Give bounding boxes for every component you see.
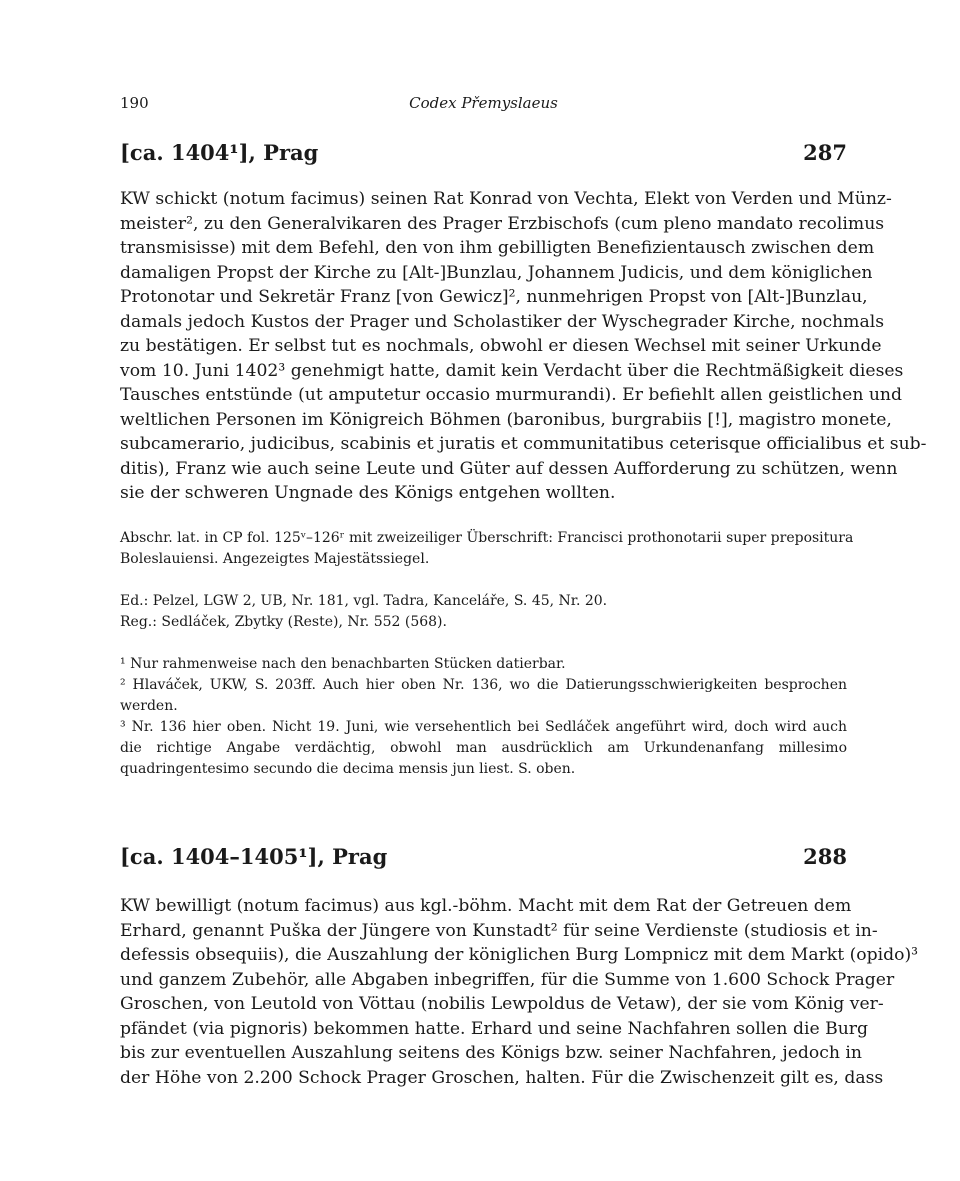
regest-line: weltlichen Personen im Königreich Böhmen (baronibus, burgrabiis [!], magistro monete, — [120, 409, 892, 430]
document-287-regest — [120, 187, 927, 506]
copy-note — [120, 528, 854, 570]
regest-line: Erhard, genannt Puška der Jüngere von Kunstadt² für seine Verdienste (studiosis et in- — [120, 920, 878, 941]
regest-line: ditis), Franz wie auch seine Leute und Güter auf dessen Aufforderung zu schützen, wenn — [120, 458, 898, 479]
regest-line: Tausches entstünde (ut amputetur occasio murmurandi). Er befiehlt allen geistlichen und — [120, 385, 903, 405]
regest-line: vom 10. Juni 1402³ genehmigt hatte, damit kein Verdacht über die Rechtmäßigkeit dieses — [120, 360, 904, 381]
document-287-number: 287 — [803, 140, 847, 165]
regest-line: KW bewilligt (notum facimus) aus kgl.-böhm. Macht mit dem Rat der Getreuen dem — [120, 896, 852, 916]
running-head — [120, 94, 847, 116]
regest-line: Groschen, von Leutold von Vöttau (nobilis Lewpoldus de Vetaw), der sie vom König ver- — [120, 994, 884, 1014]
regest-line: zu bestätigen. Er selbst tut es nochmals, obwohl er diesen Wechsel mit seiner Urkunde — [120, 336, 882, 356]
footnote-3: ³ Nr. 136 hier oben. Nicht 19. Juni, wie versehentlich bei Sedláček angeführt wird, doch wird auch die richtige Angabe verdächtig, obwohl man ausdrücklich am Urkundenanfang millesimo quadringentesimo secundo die decima mensis jun liest. S. oben. — [120, 719, 847, 777]
regest-line: transmisisse) mit dem Befehl, den von ihm gebilligten Benefizientausch zwischen dem — [120, 238, 875, 258]
regest-line: defessis obsequiis), die Auszahlung der königlichen Burg Lompnicz mit dem Markt (opido)³ — [120, 945, 919, 965]
footnote-1: ¹ Nur rahmenweise nach den benachbarten Stücken datierbar. — [120, 656, 566, 672]
document-288-regest — [120, 894, 919, 1090]
regest-line: der Höhe von 2.200 Schock Prager Groschen, halten. Für die Zwischenzeit gilt es, dass — [120, 1067, 884, 1088]
page-number: 190 — [120, 94, 149, 112]
document-287-date-place: [ca. 1404¹], Prag — [120, 140, 319, 165]
regest-line: damaligen Propst der Kirche zu [Alt-]Bunzlau, Johannem Judicis, und dem königlichen — [120, 262, 873, 283]
regest-line: und ganzem Zubehör, alle Abgaben inbegriffen, für die Summe von 1.600 Schock Prager — [120, 969, 895, 990]
running-title: Codex Přemyslaeus — [409, 94, 558, 112]
footnote-2: ² Hlaváček, UKW, S. 203ff. Auch hier oben Nr. 136, wo die Datierungsschwierigkeiten besprochen werden. — [120, 677, 847, 714]
regest-line: pfändet (via pignoris) bekommen hatte. Erhard und seine Nachfahren sollen die Burg — [120, 1018, 868, 1039]
regest-line: KW schickt (notum facimus) seinen Rat Konrad von Vechta, Elekt von Verden und Münz- — [120, 189, 892, 209]
document-288-date-place: [ca. 1404–1405¹], Prag — [120, 844, 388, 869]
copy-note-line: Boleslauiensi. Angezeigtes Majestätssiegel. — [120, 551, 430, 567]
copy-note-line: Abschr. lat. in CP fol. 125ᵛ–126ʳ mit zweizeiliger Überschrift: Francisci prothonotarii super prepositura — [120, 530, 854, 546]
document-288-header — [120, 844, 847, 874]
regest-line: Protonotar und Sekretär Franz [von Gewicz]², nunmehrigen Propst von [Alt-]Bunzlau, — [120, 287, 868, 307]
regest-reference: Reg.: Sedláček, Zbytky (Reste), Nr. 552 (568). — [120, 614, 447, 630]
document-288-number: 288 — [803, 844, 847, 869]
regest-line: damals jedoch Kustos der Prager und Scholastiker der Wyschegrader Kirche, nochmals — [120, 311, 885, 332]
regest-line: subcamerario, judicibus, scabinis et juratis et communitatibus ceterisque officialibus et sub- — [120, 434, 927, 454]
document-287-header — [120, 140, 847, 170]
edition-reference: Ed.: Pelzel, LGW 2, UB, Nr. 181, vgl. Tadra, Kanceláře, S. 45, Nr. 20. — [120, 593, 608, 609]
regest-line: sie der schweren Ungnade des Königs entgehen wollten. — [120, 483, 616, 503]
edition-references — [120, 591, 847, 633]
footnotes — [120, 654, 847, 780]
regest-line: meister², zu den Generalvikaren des Prager Erzbischofs (cum pleno mandato recolimus — [120, 213, 885, 234]
regest-line: bis zur eventuellen Auszahlung seitens des Königs bzw. seiner Nachfahren, jedoch in — [120, 1043, 862, 1063]
